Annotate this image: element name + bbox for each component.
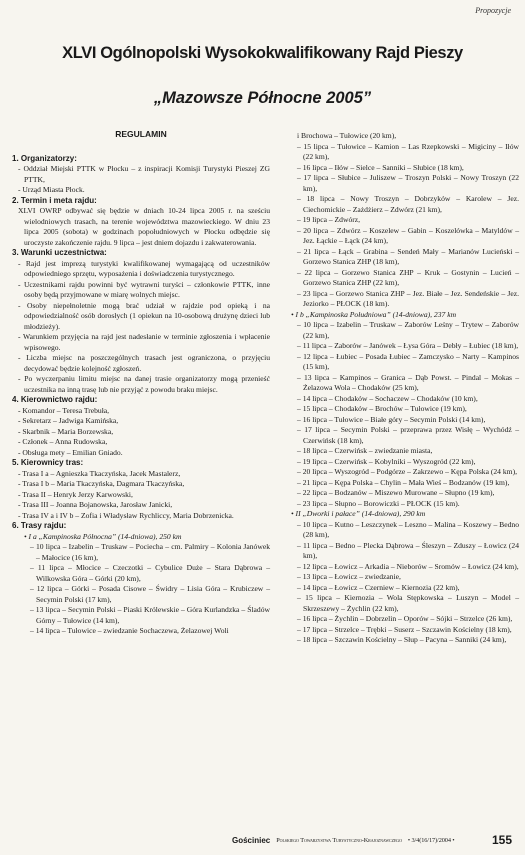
text-line: - Trasa III – Joanna Bojanowska, Jarosław Janicki, (18, 500, 173, 509)
text-line: – 23 lipca – Gorzewo Stanica ZHP – Jez. Białe – Jez. Sendeńskie – Jez. Jeziorko – PŁOCK (18 km). (297, 288, 519, 308)
text-line: – 16 lipca – Tułowice – Białe góry – Secymin Polski (14 km), (297, 414, 486, 424)
text-line: – 17 lipca – Secymin Polski – przeprawa przez Wisłę – Wychódź – Czerwińsk (18 km), (297, 425, 519, 445)
text-line: - Skarbnik – Maria Borzewska, (18, 426, 114, 436)
text-line: – 17 lipca – Słubice – Juliszew – Troszyn Polski – Nowy Troszyn (22 km), (297, 173, 519, 193)
text-line: - Rajd jest imprezą turystyki kwalifikowanej wymagającą od uczestników odpowiedniego sprzętu, wyposażenia i doświadczenia turystycznego. (18, 258, 270, 278)
text-line: - Członek – Anna Rudowska, (18, 437, 108, 446)
page-title: XLVI Ogólnopolski Wysokokwalifikowany Rajd Pieszy (62, 44, 463, 62)
text-line: – 18 lipca – Nowy Troszyn – Dobrzyków – Karolew – Jez. Ciechomickie – Zażdżierz – Zdwórz (21 km), (297, 194, 519, 214)
right-column (279, 131, 519, 646)
text-line: – 14 lipca – Chodaków – Sochaczew – Chodaków (10 km), (297, 393, 478, 403)
text-line: - Sekretarz – Jadwiga Kamińska, (18, 416, 119, 425)
text-line: XLVI OWRP odbywać się będzie w dniach 10-24 lipca 2005 r. na sześciu wielodniowych trasach, na terenie województwa mazowieckiego. W dniu 23 lipca 2005 (sobota) w godzinach popołudniowych w Płocku odbędzie się uroczyste zakończenie rajdu. 9 lipca – jest dniem dojazdu i zakwaterowania. (18, 206, 270, 247)
text-line: – 20 lipca – Wyszogród – Podgórze – Zakrzewo – Kępa Polska (24 km), (297, 467, 517, 476)
text-line: – 17 lipca – Strzelce – Trębki – Suserz – Szczawin Kościelny (18 km), (297, 624, 512, 634)
text-line: - Trasa II – Henryk Jerzy Karwowski, (18, 489, 133, 499)
section-heading: 4. Kierownictwo rajdu: (12, 395, 98, 404)
text-line: – 15 lipca – Kiernozia – Wola Stępkowska – Luszyn – Model – Skrzeszewy – Żychlin (22 km), (297, 593, 519, 613)
text-line: – 20 lipca – Zdwórz – Koszelew – Gabin – Koszelówka – Matyldów – Jez. Łąckie – Łąck (24 km), (297, 225, 519, 245)
footer-issue: • 3/4(16/17)/2004 • (407, 836, 455, 844)
text-line: – 14 lipca – Łowicz – Czerniew – Kiernozia (22 km), (297, 582, 460, 592)
regulamin-heading: REGULAMIN (115, 129, 167, 139)
text-line: – 23 lipca – Słupno – Borowiczki – PŁOCK (15 km). (297, 498, 460, 508)
section-heading: 2. Termin i meta rajdu: (12, 195, 97, 205)
text-line: – 15 lipca – Tułowice – Kamion – Las Rzepkowski – Migiciny – Iłów (22 km), (297, 141, 519, 161)
section-heading: 1. Organizatorzy: (12, 153, 77, 163)
text-line: – 10 lipca – Izabelin – Truskaw – Zaborów Leśny – Trytew – Zaborów (22 km), (297, 320, 519, 340)
text-line: – 21 lipca – Kępa Polska – Chylin – Mała Wieś – Bodzanów (19 km), (297, 477, 510, 487)
text-line: – 18 lipca – Czerwińsk – zwiedzanie miasta, (297, 446, 433, 455)
section-tag: Propozycje (475, 6, 511, 15)
text-line: – 11 lipca – Młocice – Czeczotki – Cybulice Duże – Stara Dąbrowa – Wilkowska Góra – Górki (20 km), (30, 563, 270, 583)
text-line: – 11 lipca – Bedno – Plecka Dąbrowa – Śleszyn – Zduszy – Łowicz (24 km), (297, 540, 519, 560)
text-line: – 13 lipca – Secymin Polski – Piaski Królewskie – Góra Kurlandzka – Śladów Górny – Tułowice (14 km), (30, 605, 270, 625)
text-line: - Trasa I b – Maria Tkaczyńska, Dagmara Tkaczyńska, (18, 479, 185, 488)
text-line: - Obsługa mety – Emilian Gniado. (18, 447, 123, 457)
footer-publisher: Polskiego Towarzystwa Turystyczno-Krajoznawczego (276, 836, 402, 844)
text-line: - Uczestnikami rajdu powinni być wytrawni turyści – członkowie PTTK, inne osoby będą przyjmowane w miarę wolnych miejsc. (18, 279, 270, 299)
page-footer (232, 833, 512, 847)
page-number: 155 (491, 833, 512, 847)
text-line: - Komandor – Teresa Trebuła, (18, 405, 110, 415)
route-heading: • I b „Kampinoska Południowa” (14-dniowa), 237 km (291, 309, 457, 319)
text-line: – 10 lipca – Izabelin – Truskaw – Pociecha – cm. Palmiry – Kolonia Janówek – Małocice (16 km), (30, 542, 270, 562)
footer-brand: Gościniec (232, 835, 271, 845)
section-heading: 5. Kierownicy tras: (12, 458, 84, 467)
route-heading: • II „Dworki i pałace” (14-dniowa), 290 km (291, 509, 426, 518)
text-line: – 10 lipca – Kutno – Leszczynek – Leszno – Malina – Koszewy – Bedno (28 km), (297, 519, 519, 539)
text-line: – 19 lipca – Zdwórz, (297, 215, 361, 224)
text-line: – 16 lipca – Iłów – Sielce – Sanniki – Słubice (18 km), (297, 162, 464, 172)
text-line: - Warunkiem przyjęcia na rajd jest nadesłanie w terminie zgłoszenia i wpłacenie wpisowego. (18, 332, 270, 352)
text-line: – 22 lipca – Gorzewo Stanica ZHP – Kruk – Gostynin – Lucień – Gorzewo Stanica ZHP (22 km), (297, 267, 519, 287)
left-column (12, 129, 270, 637)
page-subtitle: „Mazowsze Północne 2005” (153, 89, 372, 107)
section-heading: 3. Warunki uczestnictwa: (12, 248, 107, 257)
text-line: – 12 lipca – Łubiec – Posada Łubiec – Zamczysko – Narty – Kampinos (15 km), (297, 351, 519, 371)
text-line: - Trasa I a – Agnieszka Tkaczyńska, Jacek Mastalerz, (18, 468, 181, 478)
text-line: – 15 lipca – Chodaków – Brochów – Tułowice (19 km), (297, 404, 467, 413)
text-line: – 13 lipca – Kampinos – Granica – Dąb Powst. – Pindal – Mokas – Żelazowa Wola – Chodaków (25 km), (297, 372, 519, 392)
text-line: - Osoby niepełnoletnie mogą brać udział w rajdzie pod opieką i na odpowiedzialność osób dorosłych (1 opiekun na 10-osobową drużynę dzieci lub młodzieży). (18, 300, 270, 331)
text-line: - Liczba miejsc na poszczególnych trasach jest ograniczona, o przyjęciu decydować będzie kolejność zgłoszeń. (18, 353, 270, 373)
text-line: – 18 lipca – Szczawin Kościelny – Słup – Pacyna – Sanniki (24 km), (297, 635, 507, 644)
text-line: – 19 lipca – Czerwińsk – Kobylniki – Wyszogród (22 km), (297, 456, 476, 466)
text-line: - Po wyczerpaniu limitu miejsc na danej trasie organizatorzy mogą przenieść uczestnika na inną trasę lub nie przyjąć z powodu braku miejsc. (18, 374, 270, 394)
text-line: i Brochowa – Tułowice (20 km), (297, 131, 397, 140)
text-line: - Trasa IV a i IV b – Zofia i Władysław Rychliccy, Maria Dobrzenicka. (18, 510, 234, 520)
text-line: – 12 lipca – Łowicz – Arkadia – Nieborów – Sromów – Łowicz (24 km), (297, 561, 519, 571)
text-line: – 16 lipca – Żychlin – Dobrzelin – Oporów – Sójki – Strzelce (26 km), (297, 614, 513, 623)
section-heading: 6. Trasy rajdu: (12, 521, 67, 530)
text-line: – 21 lipca – Łąck – Grabina – Sendeń Mały – Marianów Lucieński – Gorzewo Stanica ZHP (18 km), (297, 246, 519, 266)
text-line: – 11 lipca – Zaborów – Janówek – Łysa Góra – Debły – Łubiec (18 km), (297, 341, 519, 350)
text-line: – 22 lipca – Bodzanów – Miszewo Murowane – Słupno (19 km), (297, 488, 495, 497)
text-line: - Oddział Miejski PTTK w Płocku – z inspiracji Komisji Turystyki Pieszej ZG PTTK, (18, 164, 270, 184)
text-line: – 14 lipca – Tułowice – zwiedzanie Sochaczewa, Żelazowej Woli (30, 626, 229, 635)
route-heading: • I a „Kampinoska Północna” (14-dniowa), 250 km (24, 531, 182, 541)
text-line: - Urząd Miasta Płock. (18, 185, 85, 194)
text-line: – 13 lipca – Łowicz – zwiedzanie, (297, 572, 401, 581)
text-line: – 12 lipca – Górki – Posada Cisowe – Świdry – Lisia Góra – Krubiczew – Secymin Polski (17 km), (30, 584, 270, 604)
